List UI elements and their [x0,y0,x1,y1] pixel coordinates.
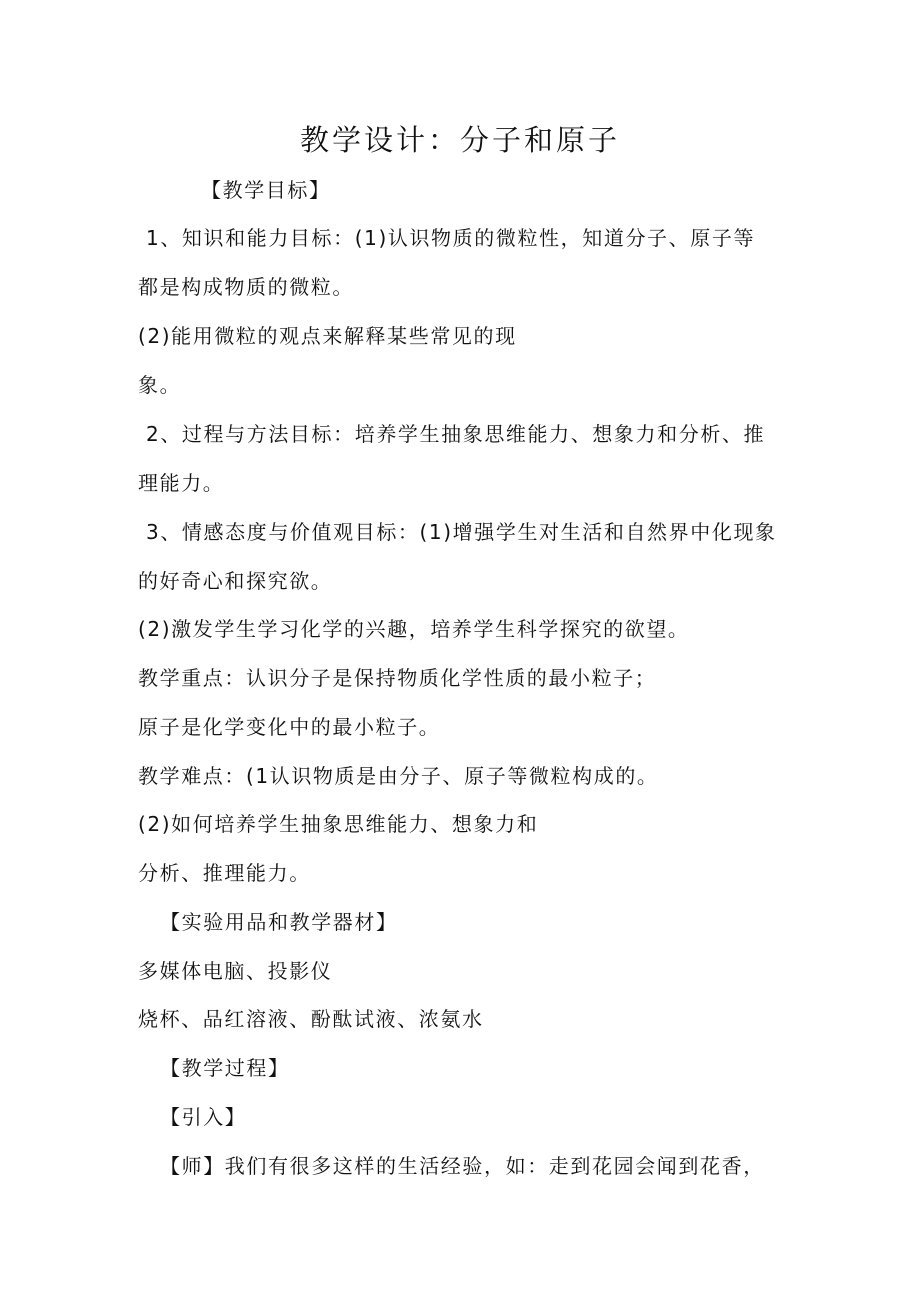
objective-process: 2、过程与方法目标：培养学生抽象思维能力、想象力和分析、推 [146,422,766,446]
section-heading-intro: 【引入】 [160,1105,247,1129]
objective-attitude-2: (2)激发学生学习化学的兴趣，培养学生科学探究的欲望。 [138,617,690,641]
key-point-cont: 原子是化学变化中的最小粒子。 [138,715,441,739]
objective-knowledge-2-cont: 象。 [138,373,182,397]
section-heading-objectives: 【教学目标】 [201,178,331,202]
difficult-point-2-cont: 分析、推理能力。 [138,861,311,885]
difficult-point: 教学难点：(1认识物质是由分子、原子等微粒构成的。 [138,764,659,788]
key-point: 教学重点：认识分子是保持物质化学性质的最小粒子； [138,666,657,690]
objective-knowledge: 1、知识和能力目标：(1)认识物质的微粒性，知道分子、原子等 [146,226,756,250]
document-title: 教学设计：分子和原子 [299,123,620,157]
objective-process-cont: 理能力。 [138,471,225,495]
section-heading-materials: 【实验用品和教学器材】 [160,910,398,934]
objective-knowledge-2: (2)能用微粒的观点来解释某些常见的现 [138,324,517,348]
objective-attitude: 3、情感态度与价值观目标：(1)增强学生对生活和自然界中化现象 [146,520,777,544]
materials-reagents: 烧杯、品红溶液、酚酞试液、浓氨水 [138,1007,484,1031]
teacher-speech: 【师】我们有很多这样的生活经验，如：走到花园会闻到花香， [160,1154,765,1178]
materials-equipment: 多媒体电脑、投影仪 [138,959,333,983]
objective-attitude-cont: 的好奇心和探究欲。 [138,569,333,593]
objective-knowledge-cont: 都是构成物质的微粒。 [138,275,354,299]
section-heading-process: 【教学过程】 [160,1056,290,1080]
difficult-point-2: (2)如何培养学生抽象思维能力、想象力和 [138,812,539,836]
